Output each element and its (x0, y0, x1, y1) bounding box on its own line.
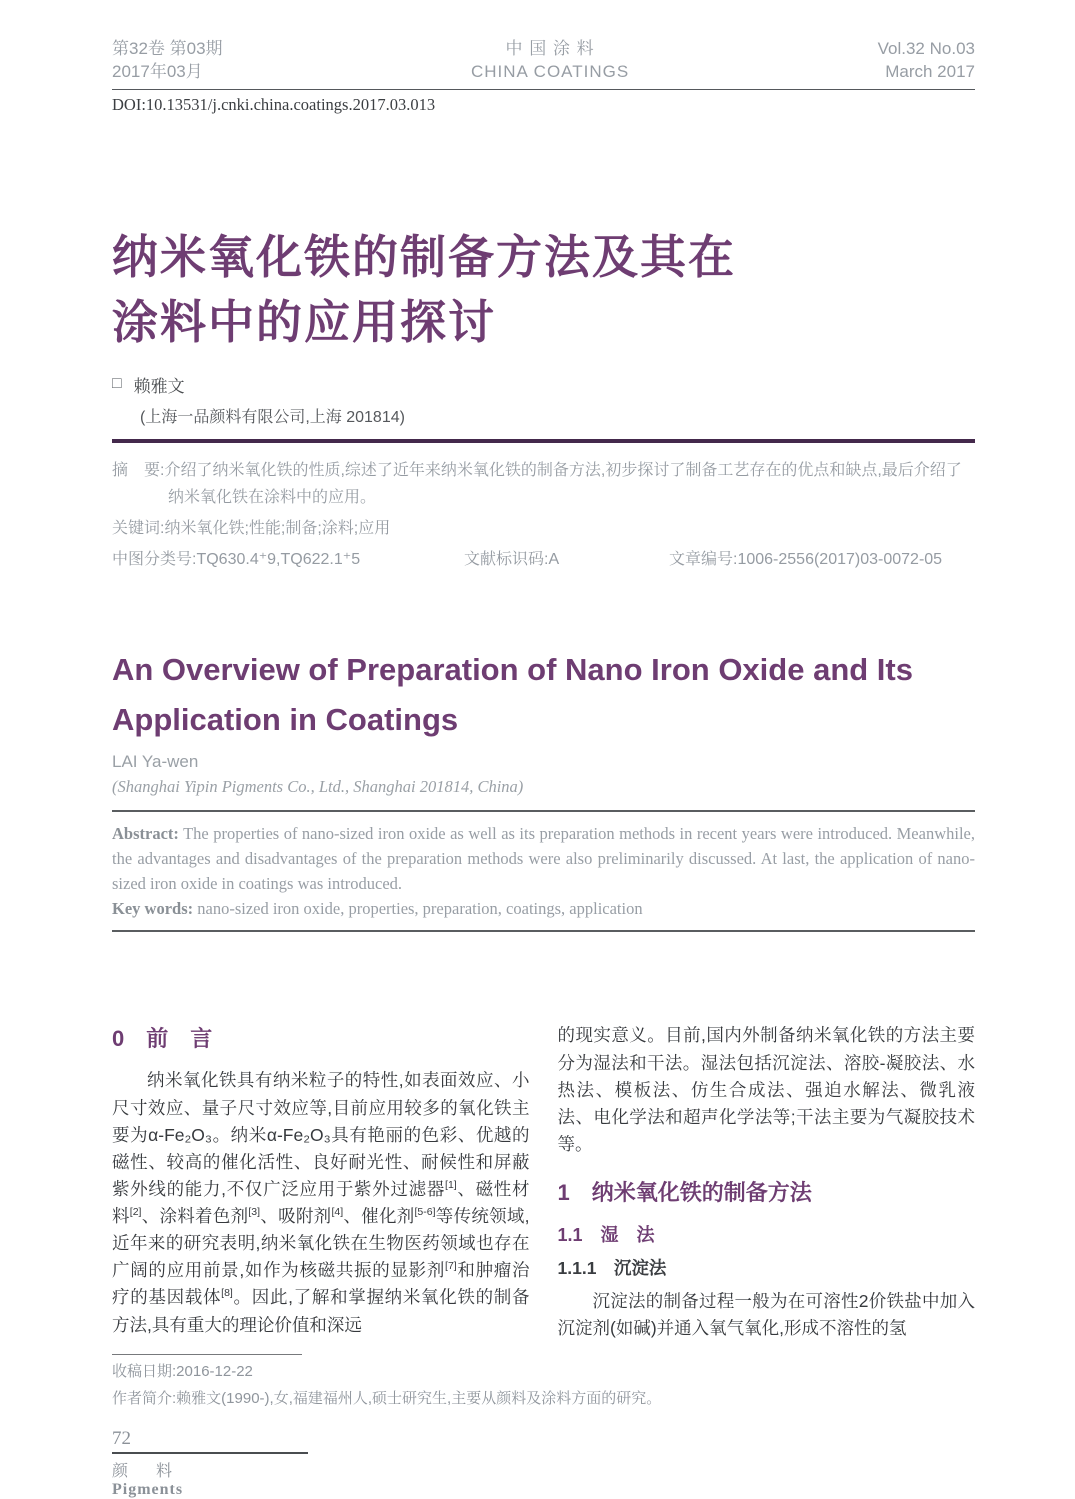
abstract-en-text: The properties of nano-sized iron oxide as well as its preparation methods in recent years were introduced. Meanwhile, the advantages and disadvantages of the preparation methods were also preliminarily discussed. At last, the application of nano-sized iron oxide in coatings was introduced. (112, 824, 975, 893)
meta-en (112, 822, 975, 921)
body-column-right (558, 1022, 976, 1342)
divider-purple-thick (112, 439, 975, 443)
journal-name-cn: 中 国 涂 料 (505, 39, 595, 58)
section-heading-1-1-1: 1.1.1 沉淀法 (557, 1258, 667, 1279)
author-marker-icon: □ (112, 375, 122, 392)
article-title-cn-line1: 纳米氧化铁的制备方法及其在 (112, 230, 736, 283)
header-right (878, 38, 975, 84)
abstract-en (112, 822, 975, 896)
keywords-cn-label: 关键词: (112, 519, 165, 537)
divider-above-abstract-en (112, 810, 975, 812)
keywords-cn (112, 515, 975, 542)
footer-rule (112, 1452, 308, 1454)
divider-below-abstract-en (112, 930, 975, 932)
column-name-cn: 颜 料 (112, 1462, 179, 1480)
header-left (112, 38, 223, 84)
keywords-cn-text: 纳米氧化铁;性能;制备;涂料;应用 (164, 519, 391, 537)
abstract-cn-text: 介绍了纳米氧化铁的性质,综述了近年来纳米氧化铁的制备方法,初步探讨了制备工艺存在的优点和缺点,最后介绍了纳米氧化铁在涂料中的应用。 (164, 461, 962, 506)
page-number: 72 (112, 1427, 131, 1449)
affiliation-cn: (上海一品颜料有限公司,上海 201814) (140, 408, 405, 426)
page-footer (112, 1428, 312, 1499)
article-id: 文章编号:1006-2556(2017)03-0072-05 (669, 551, 943, 569)
column-name-en: Pigments (112, 1480, 184, 1498)
paragraph-precipitation: 沉淀法的制备过程一般为在可溶性2价铁盐中加入沉淀剂(如碱)并通入氧气氧化,形成不溶性的氢 (557, 1291, 975, 1339)
journal-name-en: CHINA COATINGS (470, 61, 630, 81)
article-title-cn-line2: 涂料中的应用探讨 (112, 296, 496, 349)
clc-number: 中图分类号:TQ630.4⁺9,TQ622.1⁺5 (112, 551, 361, 569)
volume-issue-en: Vol.32 No.03 (877, 39, 975, 58)
abstract-cn (112, 457, 975, 511)
doi: DOI:10.13531/j.cnki.china.coatings.2017.03.013 (112, 94, 436, 114)
author-bio: 作者简介:赖雅文(1990-),女,福建福州人,硕士研究生,主要从颜料及涂料方面的研究。 (112, 1389, 662, 1407)
paragraph-intro: 纳米氧化铁具有纳米粒子的特性,如表面效应、小尺寸效应、量子尺寸效应等,目前应用较多的氧化铁主要为α-Fe₂O₃。纳米α-Fe₂O₃具有艳丽的色彩、优越的磁性、较高的催化活性、良好耐光性、耐候性和屏蔽紫外线的能力,不仅广泛应用于紫外过滤器[1]、磁性材料[2]、涂料着色剂[3]、吸附剂[4]、催化剂[5-6]等传统领域,近年来的研究表明,纳米氧化铁在生物医药领域也存在广阔的应用前景,如作为核磁共振的显影剂[7]和肿瘤治疗的基因载体[8]。因此,了解和掌握纳米氧化铁的制备方法,具有重大的理论价值和深远 (112, 1070, 530, 1335)
author-name-en: LAI Ya-wen (112, 752, 199, 772)
footnote (112, 1354, 975, 1412)
meta-cn (112, 457, 975, 574)
date-en: March 2017 (885, 61, 975, 81)
article-title-en-line1: An Overview of Preparation of Nano Iron Oxide and Its (112, 652, 913, 688)
received-date: 收稿日期:2016-12-22 (112, 1363, 253, 1381)
section-heading-1-1: 1.1 湿 法 (557, 1225, 655, 1246)
date-cn: 2017年03月 (112, 61, 203, 81)
author-row-cn (112, 372, 975, 397)
keywords-en-label: Key words: (112, 898, 194, 918)
article-title-en-line2: Application in Coatings (112, 701, 459, 737)
body-column-left (112, 1022, 530, 1342)
keywords-en (112, 897, 975, 922)
abstract-en-label: Abstract: (112, 824, 179, 844)
section-heading-1: 1 纳米氧化铁的制备方法 (557, 1180, 812, 1206)
journal-header (112, 38, 975, 90)
footnote-rule (112, 1354, 302, 1355)
body-columns (112, 1022, 975, 1342)
classification-row (112, 546, 975, 573)
paragraph-intro-continued: 的现实意义。目前,国内外制备纳米氧化铁的方法主要分为湿法和干法。湿法包括沉淀法、溶胶-凝胶法、水热法、模板法、仿生合成法、强迫水解法、微乳液法、电化学法和超声化学法等;干法主要为气凝胶技术等。 (557, 1025, 975, 1154)
affiliation-en: (Shanghai Yipin Pigments Co., Ltd., Shanghai 201814, China) (112, 777, 524, 797)
article-title-cn (112, 225, 975, 356)
section-heading-0: 0 前 言 (112, 1026, 213, 1052)
document-code: 文献标识码:A (464, 551, 560, 569)
author-name-cn: 赖雅文 (133, 376, 185, 396)
abstract-cn-label: 摘 要: (112, 461, 165, 479)
keywords-en-text: nano-sized iron oxide, properties, preparation, coatings, application (193, 898, 643, 918)
volume-issue-cn: 第32卷 第03期 (112, 39, 223, 58)
article-title-en (112, 645, 975, 744)
header-center (471, 38, 629, 84)
